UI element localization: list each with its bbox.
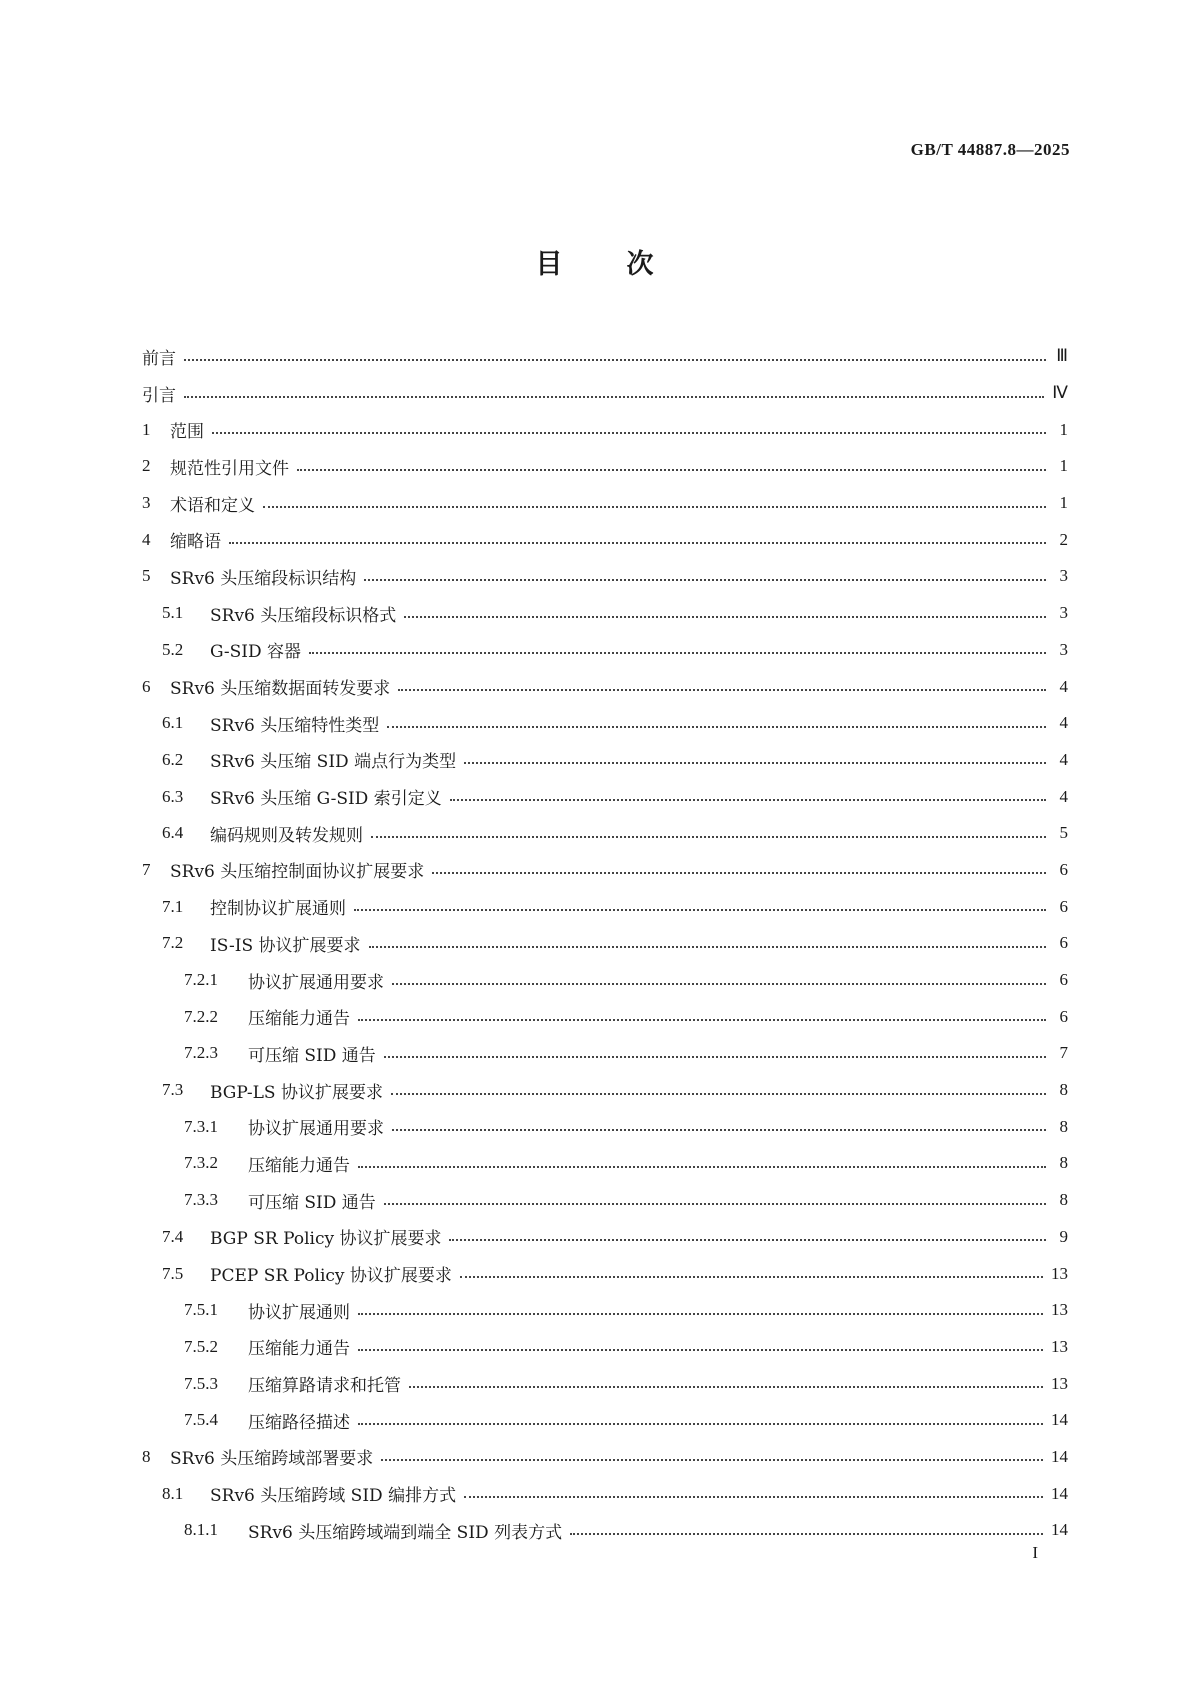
toc-entry-page: 6: [1059, 896, 1068, 916]
toc-dot-leader: [297, 468, 1046, 471]
toc-entry-title: 压缩算路请求和托管: [248, 1376, 401, 1397]
toc-entry-title: SRv6 头压缩跨域 SID 编排方式: [210, 1486, 457, 1507]
toc-entry[interactable]: [142, 1439, 1068, 1476]
toc-entry-title: G-SID 容器: [210, 642, 302, 663]
toc-entry-number: 7.5.2: [184, 1336, 218, 1356]
toc-entry-title: PCEP SR Policy 协议扩展要求: [210, 1266, 452, 1287]
toc-entry[interactable]: [142, 521, 1068, 558]
toc-entry-page: 1: [1059, 493, 1068, 513]
toc-entry-title: 引言: [142, 385, 176, 406]
toc-entry-page: 13: [1051, 1336, 1068, 1356]
toc-dot-leader: [263, 505, 1046, 508]
toc-entry-number: 7.3.3: [184, 1190, 218, 1210]
toc-entry[interactable]: [142, 485, 1068, 522]
toc-entry[interactable]: [142, 1292, 1068, 1329]
toc-entry-number: 8: [142, 1446, 151, 1466]
toc-entry[interactable]: [142, 1512, 1068, 1549]
toc-dot-leader: [432, 871, 1046, 874]
toc-entry-page: Ⅳ: [1052, 383, 1068, 403]
toc-entry-title: 压缩能力通告: [248, 1155, 350, 1176]
toc-entry-page: 7: [1059, 1043, 1068, 1063]
toc-entry-page: 4: [1059, 749, 1068, 769]
toc-entry-number: 5: [142, 566, 151, 586]
toc-entry-page: 1: [1059, 456, 1068, 476]
toc-entry-number: 6.4: [162, 823, 184, 843]
toc-dot-leader: [369, 945, 1047, 948]
page-number: I: [1032, 1543, 1038, 1562]
toc-entry[interactable]: [142, 998, 1068, 1035]
toc-entry-number: 7.5: [162, 1263, 184, 1283]
toc-entry[interactable]: [142, 962, 1068, 999]
toc-entry-page: 8: [1059, 1153, 1068, 1173]
toc-heading: [0, 242, 1191, 281]
toc-entry-number: 7.3.2: [184, 1153, 218, 1173]
toc-entry-page: Ⅲ: [1056, 346, 1068, 366]
toc-dot-leader: [229, 541, 1046, 544]
toc-entry-number: 1: [142, 419, 151, 439]
toc-entry-title: 压缩能力通告: [248, 1339, 350, 1360]
toc-dot-leader: [358, 1422, 1043, 1425]
toc-entry-page: 4: [1059, 713, 1068, 733]
toc-entry-title: 协议扩展通则: [248, 1302, 350, 1323]
toc-dot-leader: [404, 615, 1046, 618]
toc-entry-page: 13: [1051, 1300, 1068, 1320]
toc-dot-leader: [398, 688, 1046, 691]
toc-entry-page: 1: [1059, 419, 1068, 439]
toc-entry-title: SRv6 头压缩数据面转发要求: [170, 679, 391, 700]
toc-entry-title: SRv6 头压缩控制面协议扩展要求: [170, 862, 425, 883]
toc-entry[interactable]: [142, 1402, 1068, 1439]
toc-entry[interactable]: [142, 852, 1068, 889]
toc-entry[interactable]: [142, 1145, 1068, 1182]
toc-dot-leader: [358, 1165, 1046, 1168]
toc-entry-number: 7.2.3: [184, 1043, 218, 1063]
toc-entry[interactable]: [142, 558, 1068, 595]
toc-entry-title: 压缩路径描述: [248, 1412, 350, 1433]
toc-dot-leader: [391, 1092, 1046, 1095]
toc-heading-char-2: 次: [626, 249, 656, 280]
toc-entry-page: 6: [1059, 933, 1068, 953]
table-of-contents: [142, 338, 1068, 1549]
toc-dot-leader: [309, 651, 1046, 654]
toc-dot-leader: [387, 725, 1046, 728]
toc-entry-page: 8: [1059, 1116, 1068, 1136]
toc-entry-number: 2: [142, 456, 151, 476]
toc-entry-page: 6: [1059, 859, 1068, 879]
toc-entry-number: 7.3: [162, 1080, 184, 1100]
toc-entry-title: 术语和定义: [170, 495, 255, 516]
toc-entry[interactable]: [142, 1219, 1068, 1256]
toc-dot-leader: [212, 431, 1046, 434]
toc-entry-title: 前言: [142, 348, 176, 369]
toc-entry-title: 协议扩展通用要求: [248, 1119, 384, 1140]
toc-entry-number: 3: [142, 493, 151, 513]
toc-entry[interactable]: [142, 778, 1068, 815]
toc-entry-number: 7.5.3: [184, 1373, 218, 1393]
toc-entry-number: 7.2.1: [184, 970, 218, 990]
toc-dot-leader: [184, 358, 1046, 361]
toc-entry[interactable]: [142, 1255, 1068, 1292]
toc-entry-number: 7.4: [162, 1226, 184, 1246]
toc-entry-title: SRv6 头压缩 G-SID 索引定义: [210, 789, 442, 810]
toc-entry-title: BGP SR Policy 协议扩展要求: [210, 1229, 442, 1250]
toc-entry-title: 控制协议扩展通则: [210, 899, 346, 920]
toc-entry-title: IS-IS 协议扩展要求: [210, 935, 361, 956]
toc-entry[interactable]: [142, 1072, 1068, 1109]
toc-entry-page: 4: [1059, 786, 1068, 806]
toc-entry-number: 6: [142, 676, 151, 696]
toc-dot-leader: [384, 1055, 1046, 1058]
toc-entry-page: 6: [1059, 970, 1068, 990]
toc-entry-page: 3: [1059, 639, 1068, 659]
toc-entry[interactable]: [142, 1182, 1068, 1219]
toc-entry[interactable]: [142, 1475, 1068, 1512]
toc-dot-leader: [392, 1128, 1046, 1131]
toc-entry[interactable]: [142, 925, 1068, 962]
toc-dot-leader: [358, 1348, 1043, 1351]
toc-dot-leader: [392, 982, 1046, 985]
toc-entry-page: 6: [1059, 1006, 1068, 1026]
toc-dot-leader: [364, 578, 1046, 581]
toc-entry[interactable]: [142, 595, 1068, 632]
toc-dot-leader: [464, 1495, 1043, 1498]
toc-dot-leader: [371, 835, 1046, 838]
toc-entry[interactable]: [142, 1365, 1068, 1402]
toc-entry[interactable]: [142, 1329, 1068, 1366]
toc-entry-number: 7: [142, 859, 151, 879]
toc-entry-title: 压缩能力通告: [248, 1009, 350, 1030]
toc-entry-number: 5.2: [162, 639, 184, 659]
toc-entry-number: 7.2.2: [184, 1006, 218, 1026]
toc-dot-leader: [384, 1202, 1046, 1205]
toc-entry[interactable]: [142, 888, 1068, 925]
toc-entry-number: 8.1: [162, 1483, 184, 1503]
toc-entry-page: 4: [1059, 676, 1068, 696]
toc-entry-number: 4: [142, 529, 151, 549]
toc-entry[interactable]: [142, 375, 1068, 412]
toc-entry-title: SRv6 头压缩跨域部署要求: [170, 1449, 374, 1470]
toc-entry[interactable]: [142, 632, 1068, 669]
toc-entry-number: 5.1: [162, 603, 184, 623]
toc-entry-page: 2: [1059, 529, 1068, 549]
toc-dot-leader: [358, 1018, 1046, 1021]
toc-entry-title: SRv6 头压缩特性类型: [210, 715, 380, 736]
toc-entry[interactable]: [142, 1035, 1068, 1072]
toc-entry-title: 范围: [170, 422, 204, 443]
toc-entry-title: 编码规则及转发规则: [210, 825, 363, 846]
toc-entry-title: 缩略语: [170, 532, 221, 553]
toc-entry[interactable]: [142, 668, 1068, 705]
toc-entry[interactable]: [142, 742, 1068, 779]
toc-dot-leader: [460, 1275, 1043, 1278]
toc-entry-title: SRv6 头压缩段标识结构: [170, 568, 357, 589]
toc-dot-leader: [464, 761, 1046, 764]
toc-entry[interactable]: [142, 705, 1068, 742]
toc-entry-page: 8: [1059, 1080, 1068, 1100]
toc-entry-number: 8.1.1: [184, 1520, 218, 1540]
toc-entry-number: 7.3.1: [184, 1116, 218, 1136]
toc-entry-title: SRv6 头压缩段标识格式: [210, 605, 397, 626]
toc-dot-leader: [450, 798, 1046, 801]
toc-entry-number: 7.2: [162, 933, 184, 953]
toc-entry-title: SRv6 头压缩跨域端到端全 SID 列表方式: [248, 1522, 563, 1543]
toc-entry-number: 6.2: [162, 749, 184, 769]
toc-entry-page: 14: [1051, 1483, 1068, 1503]
toc-entry-page: 13: [1051, 1373, 1068, 1393]
toc-entry-number: 7.1: [162, 896, 184, 916]
toc-dot-leader: [358, 1312, 1043, 1315]
toc-heading-char-1: 目: [535, 249, 565, 280]
toc-entry-number: 7.5.1: [184, 1300, 218, 1320]
toc-dot-leader: [449, 1238, 1046, 1241]
toc-dot-leader: [409, 1385, 1043, 1388]
toc-entry-page: 13: [1051, 1263, 1068, 1283]
toc-entry[interactable]: [142, 411, 1068, 448]
toc-entry[interactable]: [142, 815, 1068, 852]
toc-dot-leader: [184, 395, 1044, 398]
toc-dot-leader: [381, 1458, 1043, 1461]
toc-entry-page: 14: [1051, 1520, 1068, 1540]
toc-entry[interactable]: [142, 1108, 1068, 1145]
toc-entry-number: 6.3: [162, 786, 184, 806]
toc-entry-title: BGP-LS 协议扩展要求: [210, 1082, 383, 1103]
toc-entry-title: 可压缩 SID 通告: [248, 1045, 376, 1066]
toc-entry[interactable]: [142, 448, 1068, 485]
toc-entry-page: 14: [1051, 1446, 1068, 1466]
toc-entry-page: 8: [1059, 1190, 1068, 1210]
toc-entry-title: 规范性引用文件: [170, 458, 289, 479]
toc-entry-page: 5: [1059, 823, 1068, 843]
toc-entry-page: 14: [1051, 1410, 1068, 1430]
toc-entry-title: 协议扩展通用要求: [248, 972, 384, 993]
toc-entry-page: 9: [1059, 1226, 1068, 1246]
toc-entry-title: SRv6 头压缩 SID 端点行为类型: [210, 752, 457, 773]
toc-dot-leader: [354, 908, 1046, 911]
toc-entry-page: 3: [1059, 603, 1068, 623]
toc-entry-page: 3: [1059, 566, 1068, 586]
toc-entry[interactable]: [142, 338, 1068, 375]
toc-entry-title: 可压缩 SID 通告: [248, 1192, 376, 1213]
toc-entry-number: 6.1: [162, 713, 184, 733]
standard-number: GB/T 44887.8—2025: [910, 140, 1070, 159]
toc-dot-leader: [570, 1532, 1043, 1535]
toc-entry-number: 7.5.4: [184, 1410, 218, 1430]
